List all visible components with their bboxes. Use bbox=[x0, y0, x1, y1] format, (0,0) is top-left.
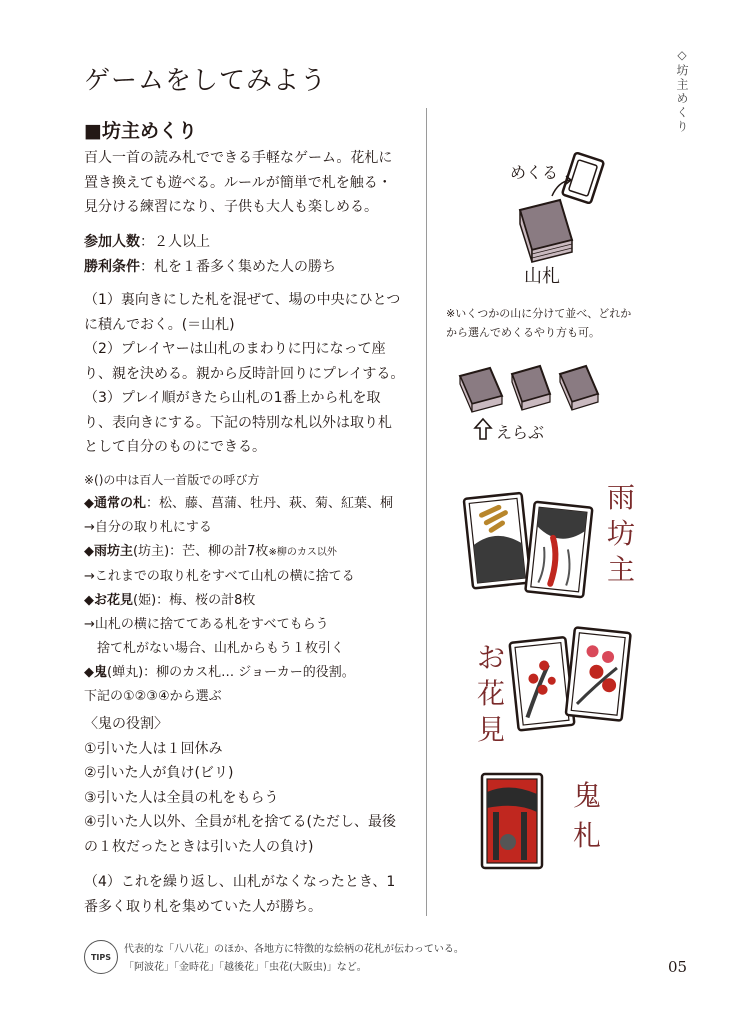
intro-line: 見分ける練習になり、子供も大人も楽しめる。 bbox=[84, 199, 378, 215]
step-line: （3）プレイ順がきたら山札の1番上から札を取 bbox=[84, 390, 381, 406]
sakura-card bbox=[566, 627, 631, 720]
final-step bbox=[84, 870, 420, 919]
step-line: り、親を決める。親から反時計回りにプレイする。 bbox=[84, 365, 405, 382]
ohanami-value: ：梅、桜の計8枚 bbox=[156, 593, 256, 608]
ame-bouzu-char: 雨 bbox=[606, 481, 635, 514]
final-line: 番多く取り札を集めていた人が勝ち。 bbox=[84, 898, 322, 915]
oni-value: ：柳のカス札… ジョーカー的役割。 bbox=[143, 665, 355, 680]
oni-role-item: ③引いた人は全員の札をもらう bbox=[84, 789, 279, 806]
ume-card bbox=[510, 637, 575, 730]
normal-value: ：松、藤、菖蒲、牡丹、萩、菊、紅葉、桐 bbox=[146, 496, 394, 511]
stack-1 bbox=[460, 368, 502, 412]
oni-role-item: ④引いた人以外、全員が札を捨てる(ただし、最後 bbox=[84, 814, 397, 830]
stack-3 bbox=[560, 366, 598, 410]
oni-paren: (蝉丸) bbox=[107, 665, 144, 680]
intro-line: 置き換えても遊べる。ルールが簡単で札を触る・ bbox=[84, 174, 392, 191]
bouzu-label: ◆雨坊主 bbox=[84, 544, 133, 559]
tips-badge: TIPS bbox=[84, 940, 118, 974]
ohanami-char: 花 bbox=[476, 677, 505, 710]
normal-arrow: →自分の取り札にする bbox=[84, 520, 212, 535]
ame-bouzu-char: 坊 bbox=[606, 517, 635, 550]
tips-line: 代表的な「八八花」のほか、各地方に特徴的な絵柄の花札が伝わっている。 bbox=[124, 944, 464, 955]
ohanami-paren: (姫) bbox=[133, 593, 157, 608]
ohanami-cards bbox=[510, 626, 630, 732]
right-note-line: から選んでめくるやり方も可。 bbox=[446, 326, 600, 339]
normal-row bbox=[84, 492, 420, 516]
intro-line: 百人一首の読み札でできる手軽なゲーム。花札に bbox=[84, 150, 393, 166]
tips-line: 「阿波花」「金時花」「越後花」「虫花(大阪虫)」など。 bbox=[124, 962, 367, 973]
right-note bbox=[446, 304, 666, 342]
note-line: ※()の中は百人一首版での呼び方 bbox=[84, 473, 260, 487]
stack-2 bbox=[512, 366, 550, 410]
oni-value-2: 下記の①②③④から選ぶ bbox=[84, 689, 222, 704]
bouzu-row bbox=[84, 540, 420, 565]
three-stacks-illustration bbox=[454, 360, 614, 412]
ohanami-row bbox=[84, 589, 420, 613]
bouzu-paren: (坊主) bbox=[133, 544, 170, 559]
card-stack bbox=[520, 200, 572, 262]
step-line: り、表向きにする。下記の特別な札以外は取り札 bbox=[84, 414, 392, 431]
side-section-label: ◇坊主めくり bbox=[675, 48, 689, 134]
oni-roles bbox=[84, 712, 420, 859]
oni-role-item: ①引いた人は１回休み bbox=[84, 740, 223, 757]
ame-bouzu-char: 主 bbox=[606, 553, 635, 586]
win-value: ：札を１番多く集めた人の勝ち bbox=[140, 258, 336, 275]
win-label: 勝利条件 bbox=[84, 258, 140, 275]
step-line: に積んでおく。(＝山札) bbox=[84, 316, 235, 333]
right-note-line: ※いくつかの山に分けて並べ、どれか bbox=[446, 307, 632, 320]
players-row bbox=[84, 230, 414, 255]
ame-bouzu-label bbox=[604, 480, 638, 588]
oni-char: 札 bbox=[572, 819, 601, 852]
steps-list bbox=[84, 288, 420, 460]
ohanami-arrow: →山札の横に捨ててある札をすべてもらう bbox=[84, 617, 329, 632]
column-divider bbox=[426, 108, 427, 916]
oni-card bbox=[480, 772, 544, 870]
ohanami-arrow: 捨て札がない場合、山札からもう１枚引く bbox=[84, 641, 345, 656]
oni-label bbox=[570, 776, 604, 856]
susuki-card bbox=[464, 493, 531, 589]
oni-role-item: の１枚だったときは引いた人の負け) bbox=[84, 838, 314, 855]
bouzu-value: ：芒、柳の計7枚 bbox=[169, 544, 269, 559]
bouzu-small: ※柳のカス以外 bbox=[268, 547, 337, 558]
step-line: （2）プレイヤーは山札のまわりに円になって座 bbox=[84, 341, 386, 357]
ohanami-label: ◆お花見 bbox=[84, 593, 133, 608]
ohanami-char: お bbox=[476, 641, 505, 674]
yamafuda-label: 山札 bbox=[524, 266, 560, 287]
final-line: （4）これを繰り返し、山札がなくなったとき、1 bbox=[84, 874, 396, 890]
step-line: として自分のものにできる。 bbox=[84, 439, 266, 455]
conditions bbox=[84, 230, 414, 279]
section-title: ■坊主めくり bbox=[84, 120, 197, 142]
mekuru-label: めくる bbox=[510, 163, 559, 182]
yanagi-card bbox=[525, 502, 592, 598]
erabu-label: えらぶ bbox=[496, 423, 545, 442]
oni-roles-heading: 〈鬼の役割〉 bbox=[84, 716, 168, 732]
bouzu-arrow: →これまでの取り札をすべて山札の横に捨てる bbox=[84, 569, 355, 584]
win-row bbox=[84, 255, 414, 280]
oni-label: ◆鬼 bbox=[84, 665, 107, 680]
up-arrow-icon bbox=[474, 418, 492, 440]
ame-bouzu-cards bbox=[464, 488, 594, 596]
intro-paragraph bbox=[84, 146, 414, 220]
oni-row bbox=[84, 661, 420, 685]
normal-label: ◆通常の札 bbox=[84, 496, 146, 511]
step-line: （1）裏向きにした札を混ぜて、場の中央にひとつ bbox=[84, 292, 401, 308]
page-number: 05 bbox=[668, 958, 688, 976]
ohanami-label bbox=[474, 640, 508, 748]
tips-text bbox=[124, 941, 464, 977]
oni-role-item: ②引いた人が負け(ビリ) bbox=[84, 765, 234, 781]
ohanami-char: 見 bbox=[476, 713, 505, 746]
oni-char: 鬼 bbox=[572, 779, 601, 812]
special-cards bbox=[84, 468, 420, 709]
players-value: ：２人以上 bbox=[140, 234, 210, 250]
players-label: 参加人数 bbox=[84, 234, 140, 250]
page-title: ゲームをしてみよう bbox=[84, 66, 328, 96]
